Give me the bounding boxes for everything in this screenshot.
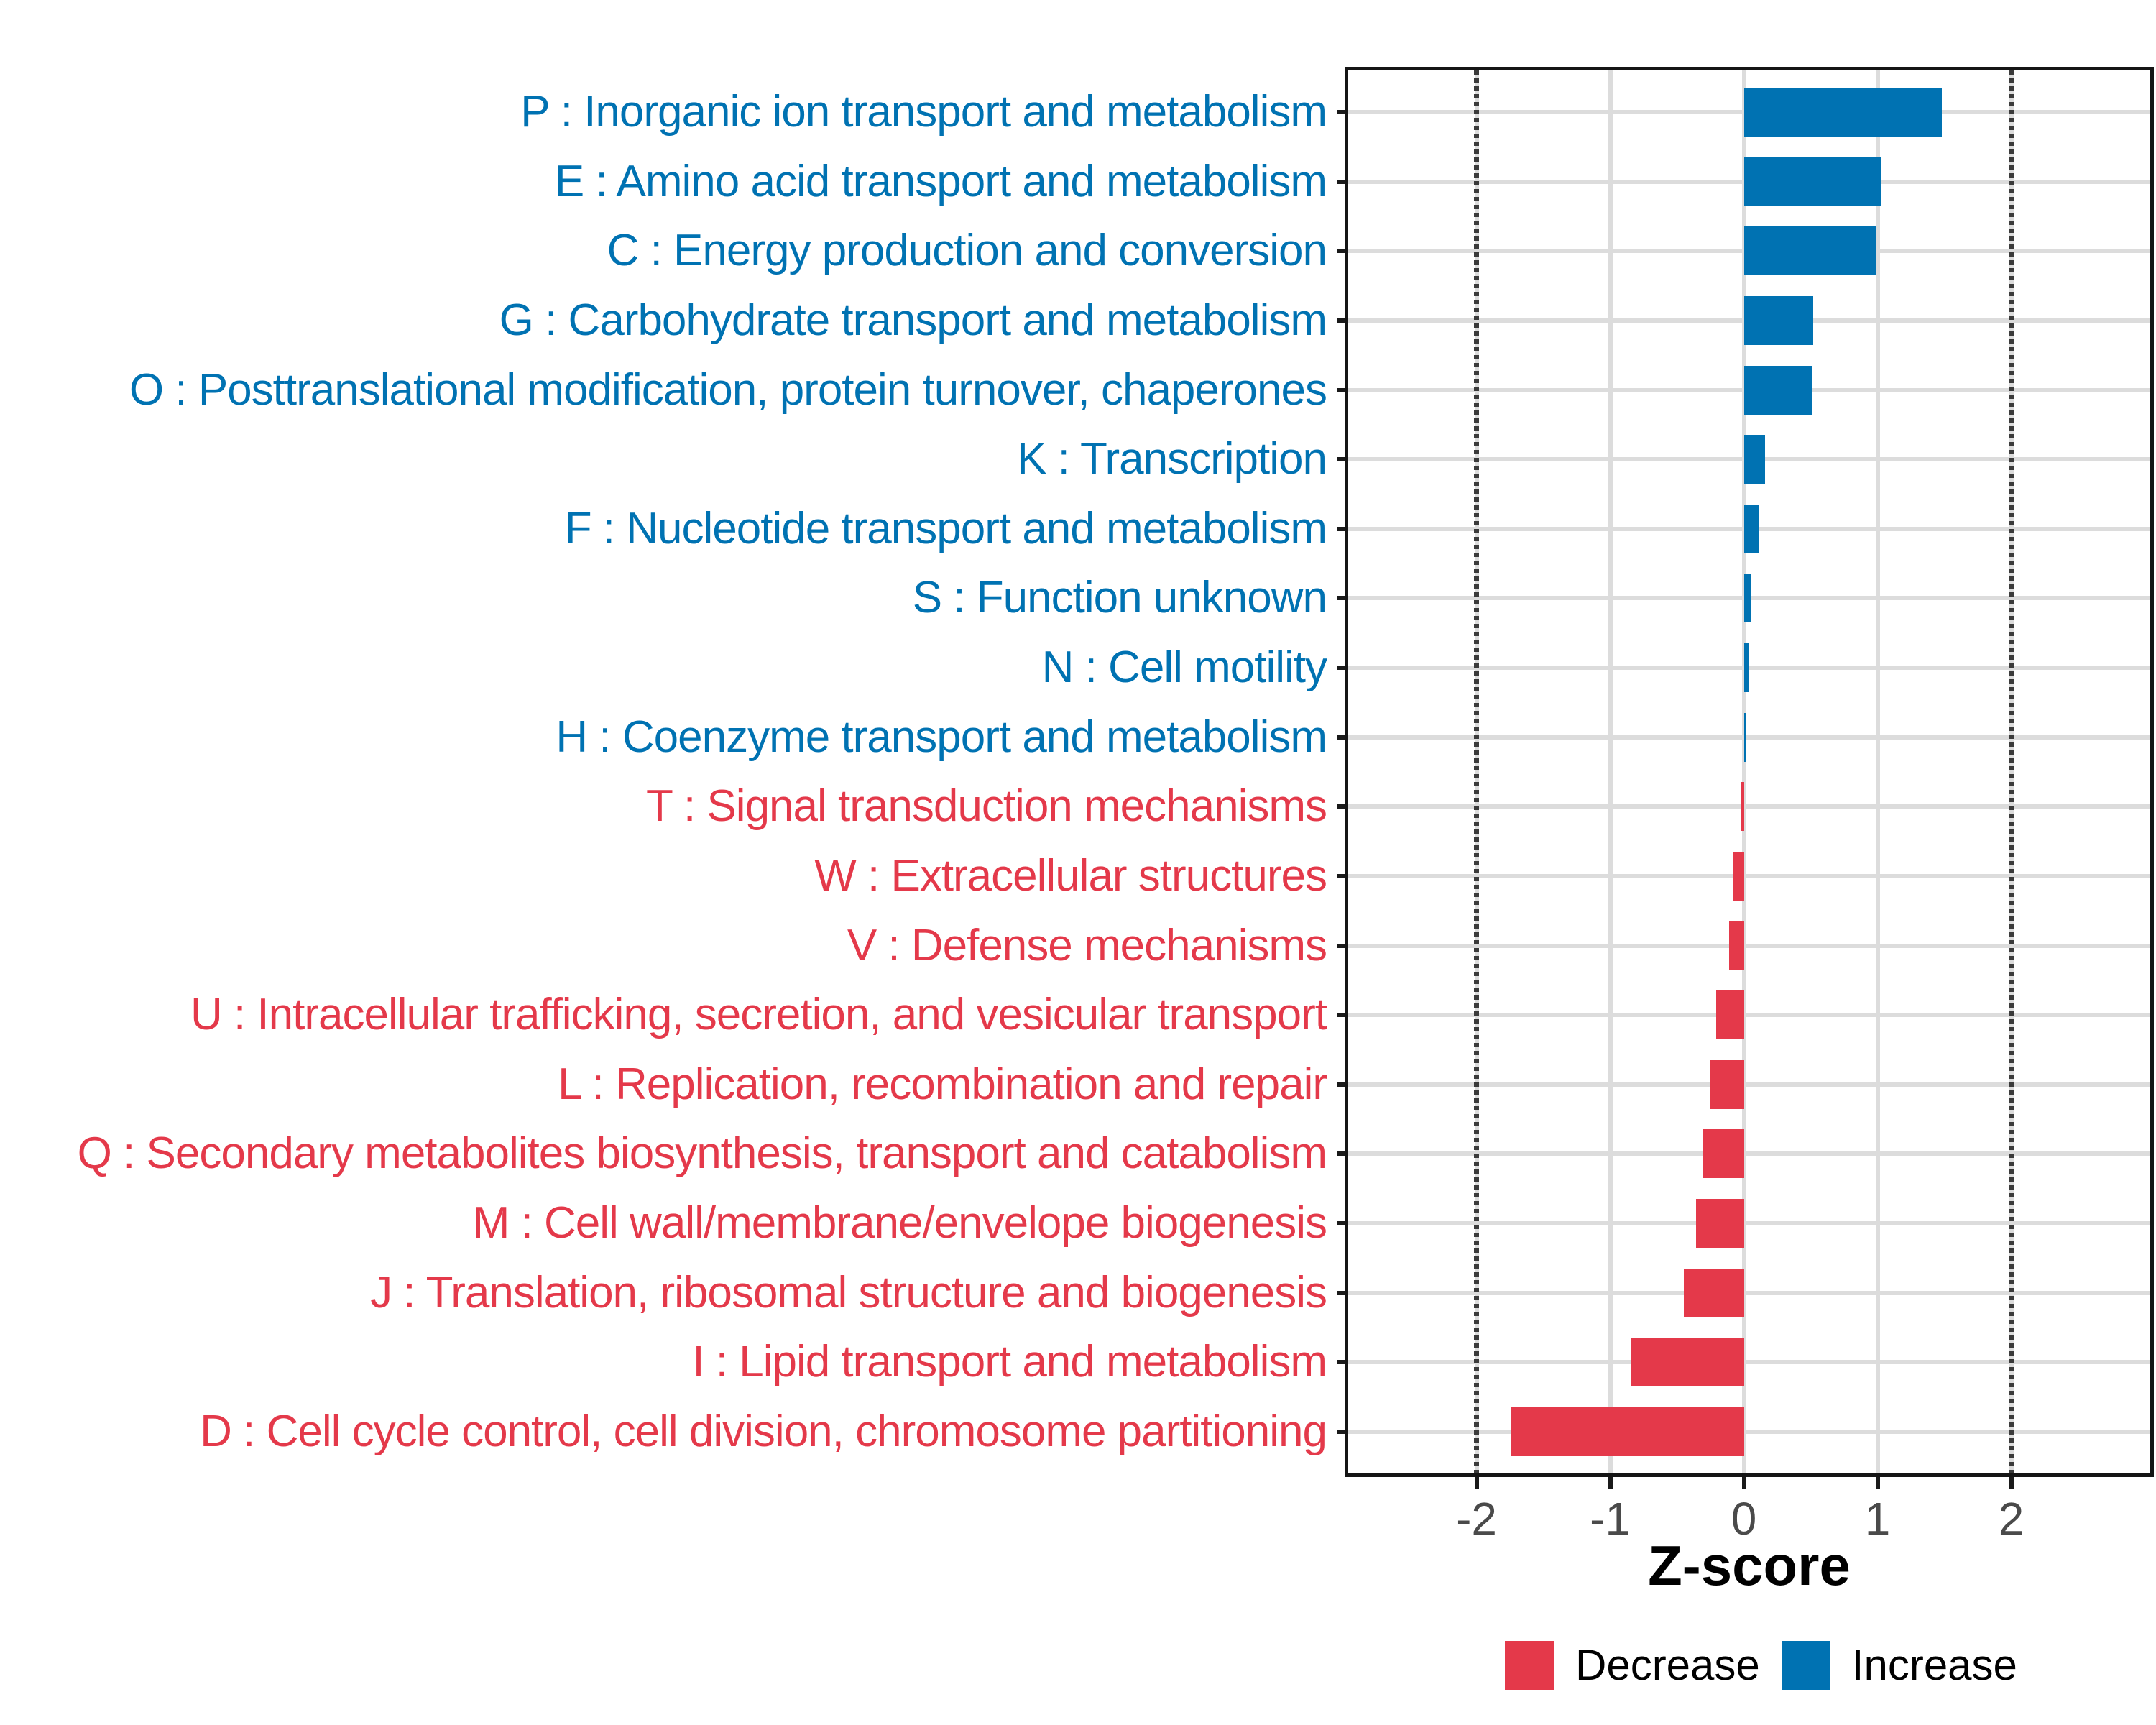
bar-H bbox=[1744, 713, 1746, 762]
y-tick-mark bbox=[1337, 944, 1348, 948]
category-label-O: O : Posttranslational modification, protein turnover, chaperones bbox=[129, 364, 1327, 415]
gridline-x-0 bbox=[1742, 70, 1746, 1473]
x-tick-label-1: 1 bbox=[1864, 1493, 1891, 1545]
x-tick-mark--2 bbox=[1475, 1473, 1479, 1489]
bar-K bbox=[1744, 435, 1766, 484]
x-tick-label--2: -2 bbox=[1456, 1493, 1497, 1545]
gridline-row bbox=[1348, 874, 2150, 878]
gridline-row bbox=[1348, 1013, 2150, 1017]
bar-T bbox=[1741, 782, 1744, 831]
x-tick-label-2: 2 bbox=[1998, 1493, 2024, 1545]
gridline-row bbox=[1348, 1082, 2150, 1087]
bar-W bbox=[1733, 852, 1744, 901]
legend-item-increase bbox=[1782, 1641, 2017, 1690]
gridline-row bbox=[1348, 735, 2150, 740]
decrease-color-swatch bbox=[1505, 1641, 1554, 1690]
category-label-S: S : Function unknown bbox=[912, 573, 1327, 623]
gridline-row bbox=[1348, 804, 2150, 809]
y-tick-mark bbox=[1337, 388, 1348, 392]
bar-O bbox=[1744, 366, 1812, 415]
category-label-H: H : Coenzyme transport and metabolism bbox=[556, 712, 1327, 762]
y-tick-mark bbox=[1337, 318, 1348, 323]
category-label-P: P : Inorganic ion transport and metabolism bbox=[520, 86, 1327, 137]
y-tick-mark bbox=[1337, 596, 1348, 600]
category-label-I: I : Lipid transport and metabolism bbox=[692, 1337, 1327, 1387]
y-tick-mark bbox=[1337, 457, 1348, 461]
x-tick-label-0: 0 bbox=[1731, 1493, 1757, 1545]
bar-F bbox=[1744, 505, 1759, 553]
gridline-row bbox=[1348, 1430, 2150, 1434]
category-label-W: W : Extracellular structures bbox=[814, 850, 1327, 901]
y-tick-mark bbox=[1337, 666, 1348, 670]
increase-color-swatch bbox=[1782, 1641, 1830, 1690]
bar-P bbox=[1744, 88, 1942, 137]
x-tick-mark-2 bbox=[2009, 1473, 2014, 1489]
gridline-row bbox=[1348, 666, 2150, 670]
y-tick-mark bbox=[1337, 1082, 1348, 1087]
category-label-Q: Q : Secondary metabolites biosynthesis, transport and catabolism bbox=[77, 1128, 1327, 1179]
bar-L bbox=[1710, 1060, 1744, 1109]
legend bbox=[1505, 1641, 2017, 1690]
category-label-L: L : Replication, recombination and repair bbox=[558, 1059, 1327, 1109]
y-tick-mark bbox=[1337, 1221, 1348, 1225]
category-label-M: M : Cell wall/membrane/envelope biogenesis bbox=[472, 1198, 1327, 1248]
bar-N bbox=[1744, 643, 1749, 692]
y-tick-mark bbox=[1337, 527, 1348, 531]
category-label-D: D : Cell cycle control, cell division, chromosome partitioning bbox=[200, 1407, 1327, 1457]
x-axis-title: Z-score bbox=[1648, 1534, 1851, 1597]
y-tick-mark bbox=[1337, 735, 1348, 740]
gridline-row bbox=[1348, 1291, 2150, 1295]
category-label-F: F : Nucleotide transport and metabolism bbox=[564, 503, 1327, 553]
category-label-V: V : Defense mechanisms bbox=[847, 920, 1327, 970]
gridline-row bbox=[1348, 1360, 2150, 1364]
x-tick-mark-0 bbox=[1742, 1473, 1746, 1489]
category-label-T: T : Signal transduction mechanisms bbox=[646, 781, 1327, 832]
y-tick-mark bbox=[1337, 804, 1348, 809]
x-tick-mark--1 bbox=[1608, 1473, 1613, 1489]
bar-J bbox=[1684, 1269, 1744, 1317]
y-tick-mark bbox=[1337, 1151, 1348, 1156]
gridline-row bbox=[1348, 1221, 2150, 1225]
plot-panel bbox=[1348, 70, 2150, 1473]
bar-Q bbox=[1703, 1129, 1744, 1178]
y-tick-mark bbox=[1337, 249, 1348, 253]
y-tick-mark bbox=[1337, 110, 1348, 114]
category-label-G: G : Carbohydrate transport and metabolism bbox=[499, 295, 1327, 345]
reference-line--2 bbox=[1474, 70, 1479, 1473]
category-label-E: E : Amino acid transport and metabolism bbox=[554, 156, 1327, 206]
y-tick-mark bbox=[1337, 1430, 1348, 1434]
bar-G bbox=[1744, 296, 1814, 345]
category-label-U: U : Intracellular trafficking, secretion, and vesicular transport bbox=[190, 990, 1327, 1040]
bar-I bbox=[1631, 1338, 1743, 1386]
reference-line-2 bbox=[2009, 70, 2014, 1473]
y-tick-mark bbox=[1337, 180, 1348, 184]
gridline-x--1 bbox=[1608, 70, 1613, 1473]
bar-C bbox=[1744, 226, 1876, 275]
x-tick-mark-1 bbox=[1876, 1473, 1880, 1489]
y-tick-mark bbox=[1337, 1013, 1348, 1017]
bar-S bbox=[1744, 574, 1751, 622]
bar-M bbox=[1696, 1199, 1744, 1248]
category-label-J: J : Translation, ribosomal structure and biogenesis bbox=[370, 1267, 1327, 1317]
bar-D bbox=[1511, 1407, 1744, 1456]
y-tick-mark bbox=[1337, 874, 1348, 878]
bar-U bbox=[1716, 990, 1744, 1039]
bar-E bbox=[1744, 157, 1882, 206]
category-label-N: N : Cell motility bbox=[1041, 643, 1327, 693]
legend-item-decrease bbox=[1505, 1641, 1760, 1690]
legend-label-decrease: Decrease bbox=[1575, 1641, 1760, 1689]
gridline-x-1 bbox=[1876, 70, 1880, 1473]
gridline-row bbox=[1348, 944, 2150, 948]
category-label-K: K : Transcription bbox=[1017, 434, 1327, 484]
legend-label-increase: Increase bbox=[1851, 1641, 2017, 1689]
category-label-C: C : Energy production and conversion bbox=[607, 226, 1327, 276]
y-tick-mark bbox=[1337, 1291, 1348, 1295]
gridline-row bbox=[1348, 1151, 2150, 1156]
y-tick-mark bbox=[1337, 1360, 1348, 1364]
bar-V bbox=[1729, 921, 1743, 970]
x-tick-label--1: -1 bbox=[1590, 1493, 1631, 1545]
